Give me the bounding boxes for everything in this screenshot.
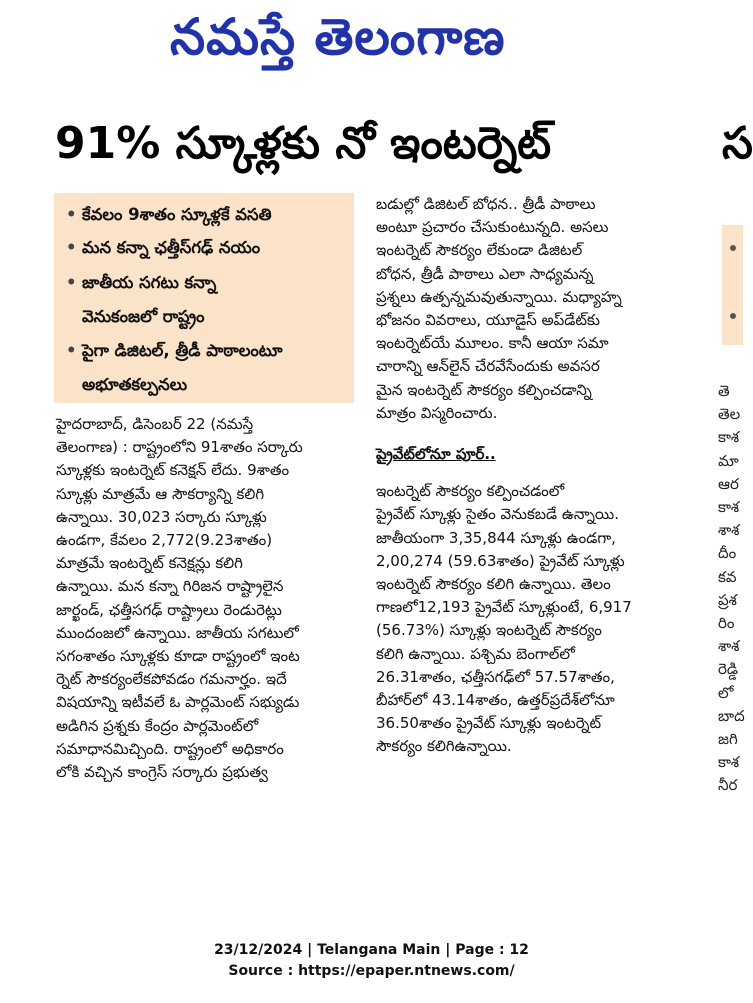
article-line-fragment: రిం	[718, 614, 735, 633]
bullet-icon	[730, 313, 736, 319]
article-line-fragment: తెల	[718, 405, 741, 424]
article-line-fragment: నీర	[718, 776, 738, 795]
highlights-box	[54, 193, 354, 403]
article-line: సౌకర్యం కలిగిఉన్నాయి.	[376, 737, 512, 756]
masthead-title: నమస్తే తెలంగాణ	[170, 8, 506, 66]
highlight-text: పైగా డిజిటల్, త్రీడీ పాఠాలంటూ	[82, 341, 283, 360]
footer	[0, 940, 743, 982]
article-line: భోజనం వివరాలు, యూడైస్ అప్‌డేట్‌కు	[376, 311, 600, 330]
article-line-fragment: మా	[718, 451, 739, 470]
subheading: ప్రైవేట్‌లోనూ పూర్..	[376, 445, 496, 464]
article-line: ర్నెట్ సౌకర్యంలేకపోవడం గమనార్హం. ఇదే	[56, 670, 287, 689]
article-line: (56.73%) స్కూళ్లు ఇంటర్నెట్ సౌకర్యం	[376, 621, 602, 640]
article-line: చారాన్ని ఆన్‌లైన్ చేరవేసేందుకు అవసర	[376, 357, 600, 376]
article-line: అంటూ ప్రచారం చేసుకుంటున్నది. అసలు	[376, 218, 609, 237]
article-line-fragment: కవ	[718, 567, 737, 586]
headline: 91% స్కూళ్లకు నో ఇంటర్నెట్	[55, 118, 552, 169]
article-line: హైదరాబాద్, డిసెంబర్ 22 (నమస్తే	[56, 415, 254, 433]
article-line: బడుల్లో డిజిటల్ బోధన.. త్రీడీ పాఠాలు	[376, 195, 596, 213]
bullet-icon	[730, 245, 736, 251]
bullet-icon: •	[66, 273, 77, 292]
article-line-fragment: తె	[718, 382, 730, 400]
bullet-icon: •	[66, 205, 77, 224]
article-line: లోకి వచ్చిన కాంగ్రెస్ సర్కారు ప్రభుత్వ	[56, 763, 268, 782]
highlight-text: జాతీయ సగటు కన్నా	[82, 273, 217, 292]
article-line-fragment: ప్రశ	[718, 590, 737, 609]
article-line: సమాధానమిచ్చింది. రాష్ట్రంలో అధికారం	[56, 739, 284, 758]
article-line: ముందంజలో ఉన్నాయి. జాతీయ సగటులో	[56, 623, 299, 642]
highlight-item	[66, 341, 283, 364]
article-line: కలిగి ఉన్నాయి. పశ్చిమ బెంగాల్‌లో	[376, 644, 575, 663]
article-line: ప్రశ్నలు ఉత్పన్నమవుతున్నాయి. మధ్యాహ్న	[376, 287, 622, 306]
article-line: గాణలో12,193 ప్రైవేట్ స్కూళ్లుంటే, 6,917	[376, 598, 632, 617]
article-line: బీహార్‌లో 43.14శాతం, ఉత్తర్‌ప్రదేశ్‌లోనూ	[376, 691, 615, 710]
masthead	[0, 0, 743, 90]
article-line: ఇంటర్నెట్ సౌకర్యం లేకుండా డిజిటల్	[376, 241, 583, 260]
article-line: జాతీయంగా 3,35,844 స్కూళ్లు ఉండగా,	[376, 528, 616, 547]
article-line: సగంశాతం స్కూళ్లకు కూడా రాష్ట్రంలో ఇంట	[56, 647, 300, 666]
highlight-text: మన కన్నా ఛత్తీస్‌గఢ్ నయం	[82, 238, 261, 257]
highlight-item-continued	[66, 307, 205, 330]
next-article-column-fragment	[718, 380, 743, 798]
article-line: 26.31శాతం, ఛత్తీసగఢ్‌లో 57.57శాతం,	[376, 667, 615, 686]
article-line: ఉన్నాయి. మన కన్నా గిరిజన రాష్ట్రాలైన	[56, 577, 284, 596]
article-line-fragment: కాశ	[718, 753, 740, 772]
article-line: 2,00,274 (59.63శాతం) ప్రైవేట్ స్కూళ్లు	[376, 551, 625, 570]
highlight-text: వెనుకంజలో రాష్ట్రం	[82, 307, 205, 326]
highlight-item	[66, 238, 260, 261]
article-line: ఇంటర్నెట్‌యే మూలం. కానీ ఆయా సమా	[376, 334, 609, 353]
highlight-item-continued	[66, 375, 187, 398]
article-line: విషయాన్ని ఇటీవలే ఓ పార్లమెంట్ సభ్యుడు	[56, 693, 300, 712]
article-line: బోధన, త్రీడీ పాఠాలు ఎలా సాధ్యమన్న	[376, 264, 594, 283]
column-2-paragraph-2	[376, 480, 678, 758]
footer-source: Source : https://epaper.ntnews.com/	[228, 963, 515, 979]
article-line: స్కూళ్లు మాత్రమే ఆ సౌకర్యాన్ని కలిగి	[56, 484, 265, 503]
article-line: తెలంగాణ) : రాష్ట్రంలోని 91శాతం సర్కారు	[56, 438, 303, 457]
article-line: అడిగిన ప్రశ్నకు కేంద్రం పార్లమెంట్‌లో	[56, 716, 259, 735]
next-article-headline-fragment: స	[722, 118, 753, 169]
article-line: మైన ఇంటర్నెట్ సౌకర్యం కల్పించడాన్ని	[376, 380, 592, 399]
column-2-paragraph-1	[376, 193, 678, 425]
article-line-fragment: దీం	[718, 544, 737, 563]
bullet-icon: •	[66, 238, 77, 257]
article-column-2	[376, 193, 678, 759]
highlight-item	[66, 273, 216, 296]
article-line: ఇంటర్నెట్ సౌకర్యం కలిగి ఉన్నాయి. తెలం	[376, 575, 611, 594]
article-line: మాత్రం విస్మరించారు.	[376, 403, 498, 422]
article-line: స్కూళ్లకు ఇంటర్నెట్ కనెక్షన్ లేదు. 9శాతం	[56, 461, 290, 480]
article-line: ఉన్నాయి. 30,023 సర్కారు స్కూళ్లు	[56, 507, 267, 526]
article-line-fragment: కాశ	[718, 428, 740, 447]
footer-date-page: 23/12/2024 | Telangana Main | Page : 12	[214, 942, 529, 958]
next-article-highlights-box	[722, 225, 743, 345]
article-line: మాత్రమే ఇంటర్నెట్ కనెక్షన్లు కలిగి	[56, 554, 243, 573]
article-line: జార్ఖండ్, ఛత్తీసగఢ్ రాష్ట్రాలు రెండురెట్లు	[56, 600, 282, 619]
article-column-1	[56, 413, 352, 784]
highlight-item	[66, 205, 272, 228]
article-line-fragment: ఆర	[718, 474, 739, 493]
bullet-icon: •	[66, 341, 77, 360]
article-line-fragment: శాశ	[718, 637, 740, 656]
article-line: ప్రైవేట్ స్కూళ్లు సైతం వెనుకబడే ఉన్నాయి.	[376, 505, 619, 524]
highlight-text: కేవలం 9శాతం స్కూళ్లకే వసతి	[82, 205, 272, 224]
article-line-fragment: బాద	[718, 706, 745, 725]
article-line: ఇంటర్నెట్ సౌకర్యం కల్పించడంలో	[376, 482, 565, 501]
article-line: 36.50శాతం ప్రైవేట్ స్కూళ్లు ఇంటర్నెట్	[376, 714, 602, 733]
article-line-fragment: రెడ్డి	[718, 660, 738, 679]
highlight-text: అభూతకల్పనలు	[82, 375, 188, 394]
article-line-fragment: శాశ	[718, 521, 740, 540]
article-line-fragment: కాశ	[718, 498, 740, 517]
article-line-fragment: జగి	[718, 730, 738, 749]
article-line: ఉండగా, కేవలం 2,772(9.23శాతం)	[56, 531, 273, 550]
article-line-fragment: లో	[718, 683, 734, 702]
